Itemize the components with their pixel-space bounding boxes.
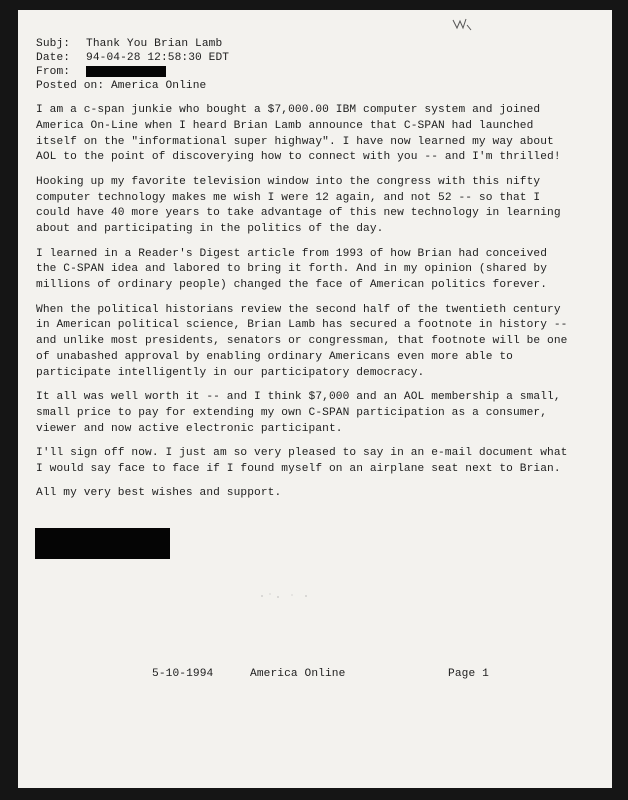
- from-row: [36, 65, 229, 79]
- subject-row: [36, 37, 229, 51]
- date-label: Date:: [36, 52, 71, 64]
- date-value: 94-04-28 12:58:30 EDT: [86, 52, 230, 64]
- posted-on-line: Posted on: America Online: [36, 80, 207, 92]
- paragraph: I'll sign off now. I just am so very pleased to say in an e-mail document what I would say face to face if I found myself on an airplane seat next to Brian.: [36, 447, 568, 475]
- paragraph: When the political historians review the second half of the twentieth century in American political science, Brian Lamb has secured a footnote in history -- and unlike most presidents, senators or congressman, that footnote will be one of unabashed approval by enabling ordinary Americans even more able to participate intelligently in our participatory democracy.: [36, 303, 568, 379]
- subject-label: Subj:: [36, 38, 71, 50]
- footer-page-number: Page 1: [448, 668, 489, 680]
- email-header: [36, 37, 229, 93]
- posted-row: [36, 79, 229, 93]
- page-footer: [18, 668, 612, 684]
- paragraph: I am a c-span junkie who bought a $7,000.00 IBM computer system and joined America On-Line when I heard Brian Lamb announce that C-SPAN had launched itself on the "informational super highway". I have now learned my way about AOL to the point of discoverying how to connect with you -- and I'm thrilled!: [36, 104, 561, 164]
- from-label: From:: [36, 66, 71, 78]
- subject-value: Thank You Brian Lamb: [86, 38, 223, 50]
- handwritten-mark: [451, 16, 473, 32]
- sender-redaction: [86, 66, 166, 77]
- paragraph: Hooking up my favorite television window into the congress with this nifty computer technology makes me wish I were 12 again, and not 52 -- so that I could have 40 more years to take advantage of this new technology in learning about and participating in the politics of the day.: [36, 175, 561, 236]
- signature-redaction: [35, 528, 170, 559]
- footer-service: America Online: [250, 668, 346, 680]
- paragraph: I learned in a Reader's Digest article from 1993 of how Brian had conceived the C-SPAN idea and labored to bring it forth. And in my opinion (shared by millions of ordinary people) changed the face of American politics forever.: [36, 247, 548, 292]
- paragraph: It all was well worth it -- and I think $7,000 and an AOL membership a small, small price to pay for extending my own C-SPAN participation as a consumer, viewer and now active electronic participant.: [36, 391, 561, 435]
- date-row: [36, 51, 229, 65]
- letter-body: [36, 103, 606, 511]
- letter-page: [18, 10, 612, 788]
- paragraph: All my very best wishes and support.: [36, 487, 282, 500]
- paper-specks: [258, 590, 318, 602]
- footer-date: 5-10-1994: [152, 668, 214, 680]
